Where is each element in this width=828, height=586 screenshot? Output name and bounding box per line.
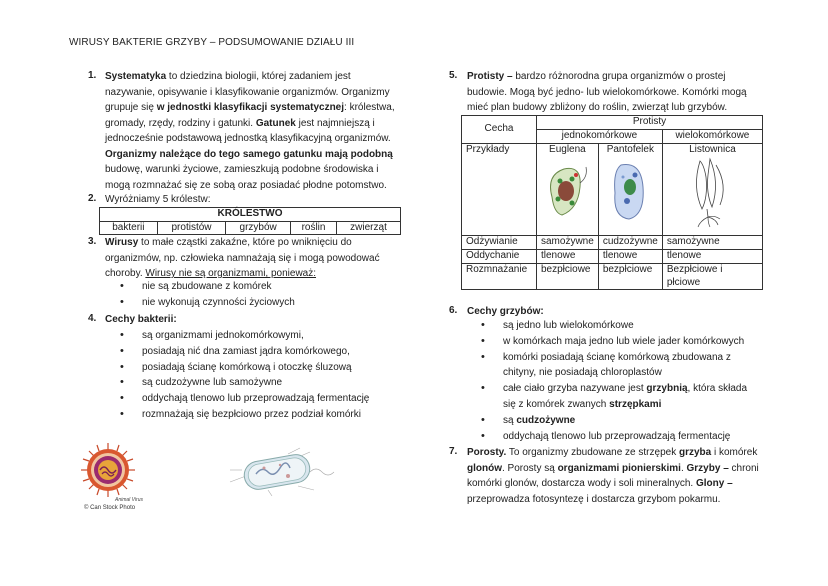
- list-item: • w komórkach maja jedno lub wiele jader komórkowych: [503, 334, 758, 350]
- list-item: • oddychają tlenowo lub przeprowadzają fermentację: [142, 391, 369, 407]
- section-2-text: Wyróżniamy 5 królestw:: [105, 194, 211, 205]
- euglena-image: [542, 157, 592, 225]
- przyklady-label: Przykłady: [462, 144, 537, 236]
- list-item: • posiadają nić dna zamiast jądra komórkowego,: [142, 344, 369, 360]
- list-item: • komórki posiadają ścianę komórkową zbudowana z chityny, nie posiadają chloroplastów: [503, 350, 758, 382]
- kingdom-cell: bakterii: [100, 221, 158, 235]
- pantofelek-label: Pantofelek: [606, 144, 654, 155]
- section-1-number: 1.: [88, 70, 97, 81]
- table-cell: Rozmnażanie: [462, 264, 537, 290]
- example-listownica: [662, 144, 762, 236]
- kingdom-header: KRÓLESTWO: [100, 208, 401, 222]
- listownica-image: [682, 157, 742, 231]
- virus-illustration: [80, 442, 136, 498]
- wirusy-term: Wirusy: [105, 237, 139, 248]
- stock-credit: © Can Stock Photo: [84, 505, 136, 511]
- table-cell: bezpłciowe: [598, 264, 662, 290]
- list-item: • rozmnażają się bezpłciowo przez podział komórki: [142, 407, 369, 423]
- table-cell: cudzożywne: [598, 236, 662, 250]
- wielokomorkowe-header: wielokomórkowe: [662, 130, 762, 144]
- protist-table: [461, 115, 763, 290]
- list-item: • posiadają ścianę komórkową i otoczkę śluzową: [142, 360, 369, 376]
- list-item: • nie wykonują czynności życiowych: [142, 295, 295, 311]
- section-4-heading: Cechy bakterii:: [105, 314, 177, 325]
- section-5-number: 5.: [449, 70, 458, 81]
- section-4-number: 4.: [88, 313, 97, 324]
- section-1-text: Systematyka to dziedzina biologii, której zadaniem jest nazywanie, opisywanie i klasyfikowanie organizmów. Organizmy grupuje się w jednostki klasyfikacji systematycznej: królestwa, gromady, rzędy, rodziny i gatunki. Gatunek jest najmniejszą i jednocześnie podstawową jednostką klasyfikacyjną organizmów. Organizmy należące do tego samego gatunku mają podobną budowę, warunki życiowe, zamieszkują podobne środowiska i mogą rozmnażać się ze sobą oraz posiadać płodne potomstwo.: [105, 71, 395, 191]
- table-cell: samożywne: [537, 236, 599, 250]
- table-cell: Bezpłciowe i płciowe: [662, 264, 762, 290]
- virus-bullets: [142, 279, 295, 311]
- kingdom-cell: grzybów: [226, 221, 291, 235]
- section-7-text: Porosty. To organizmy zbudowane ze strzępek grzyba i komórek glonów. Porosty są organizmami pionierskimi. Grzyby – chroni komórki glonów, dostarcza wody i soli mineralnych. Glony – przeprowadza fotosyntezę i dostarcza grzybom pokarmu.: [467, 447, 759, 505]
- section-3-number: 3.: [88, 236, 97, 247]
- table-cell: tlenowe: [662, 250, 762, 264]
- section-3-text: Wirusy to małe cząstki zakaźne, które po wniknięciu do organizmów, np. człowieka namnażają się i mogą powodować choroby. Wirusy nie są organizmami, ponieważ:: [105, 237, 380, 279]
- kingdom-cell: protistów: [157, 221, 226, 235]
- section-2-number: 2.: [88, 193, 97, 204]
- pantofelek-image: [605, 157, 655, 225]
- kingdom-table: [99, 207, 401, 235]
- bacterium-illustration: [228, 446, 340, 496]
- table-cell: tlenowe: [537, 250, 599, 264]
- porosty-term: Porosty.: [467, 447, 507, 458]
- kingdom-cell: zwierząt: [337, 221, 401, 235]
- section-7-number: 7.: [449, 446, 458, 457]
- list-item: • są cudzożywne: [503, 413, 758, 429]
- cecha-header: Cecha: [462, 116, 537, 144]
- list-item: • są cudzożywne lub samożywne: [142, 375, 369, 391]
- list-item: • nie są zbudowane z komórek: [142, 279, 295, 295]
- kingdom-cell: roślin: [291, 221, 337, 235]
- section-6-heading: Cechy grzybów:: [467, 306, 544, 317]
- listownica-label: Listownica: [689, 144, 736, 155]
- protisty-header: Protisty: [537, 116, 763, 130]
- list-item: • oddychają tlenowo lub przeprowadzają fermentację: [503, 429, 758, 445]
- section-6-number: 6.: [449, 305, 458, 316]
- list-item: • są organizmami jednokomórkowymi,: [142, 328, 369, 344]
- list-item: • są jedno lub wielokomórkowe: [503, 318, 758, 334]
- table-cell: bezpłciowe: [537, 264, 599, 290]
- table-cell: Oddychanie: [462, 250, 537, 264]
- bacteria-bullets: [142, 328, 369, 423]
- section-5-text: Protisty – bardzo różnorodna grupa organizmów o prostej budowie. Mogą być jedno- lub wielokomórkowe. Komórki mogą mieć plan budowy zbliżony do roślin, zwierząt lub grzybów.: [467, 71, 747, 113]
- protisty-term: Protisty –: [467, 71, 513, 82]
- jednokomorkowe-header: jednokomórkowe: [537, 130, 663, 144]
- systematyka-term: Systematyka: [105, 71, 167, 82]
- example-pantofelek: [598, 144, 662, 236]
- virus-caption: Animal Virus: [115, 497, 143, 503]
- page-title: WIRUSY BAKTERIE GRZYBY – PODSUMOWANIE DZIAŁU III: [69, 37, 355, 48]
- list-item: • całe ciało grzyba nazywane jest grzybnią, która składa się z komórek zwanych strzępkami: [503, 381, 758, 413]
- euglena-label: Euglena: [549, 144, 586, 155]
- example-euglena: [537, 144, 599, 236]
- table-cell: tlenowe: [598, 250, 662, 264]
- fungi-bullets: [503, 318, 758, 444]
- table-cell: samożywne: [662, 236, 762, 250]
- table-cell: Odżywianie: [462, 236, 537, 250]
